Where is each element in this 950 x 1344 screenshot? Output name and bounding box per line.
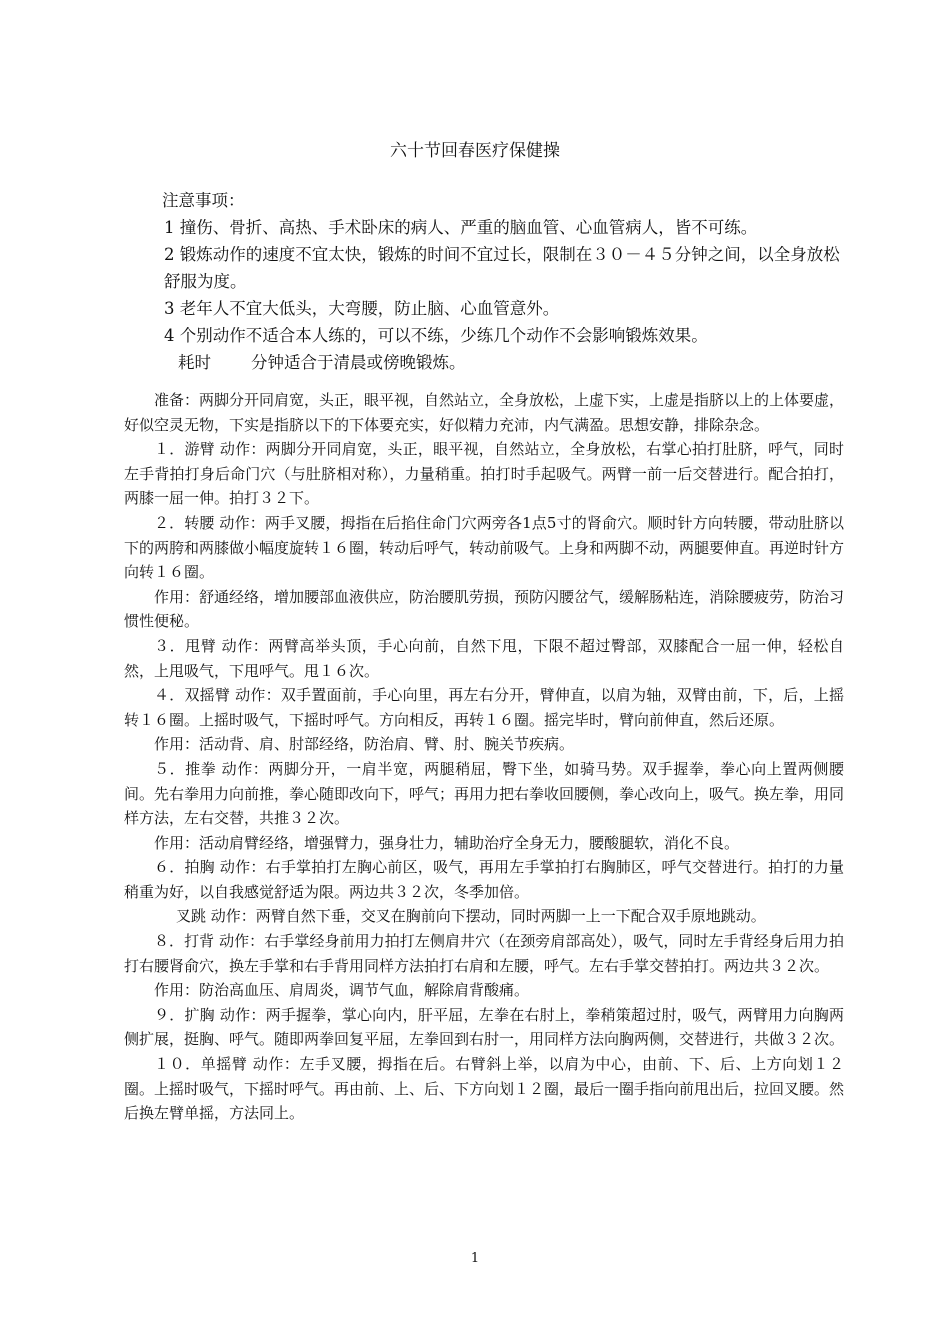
paragraph-exercise-2: ２．转腰 动作：两手叉腰，拇指在后掐住命门穴两旁各1点5寸的肾俞穴。顺时针方向转腰，带动肚脐以下的两胯和两膝做小幅度旋转１６圈，转动后呼气，转动前吸气。上身和两脚不动，两腿要伸直。再逆时针方向转１６圈。 [124, 513, 845, 582]
notes-time-label: 耗时 [178, 353, 211, 372]
paragraph-exercise-5: ５．推拳 动作：两脚分开，一肩半宽，两腿稍屈，臀下坐，如骑马势。双手握拳，拳心向上置两侧腰间。先右拳用力向前推，拳心随即改向下，呼气；再用力把右拳收回腰侧，拳心改向上，吸气。换左拳，用同样方法，左右交替，共推３２次。 [124, 759, 845, 828]
notes-time-text: 分钟适合于清晨或傍晚锻炼。 [251, 353, 466, 372]
paragraph-effect: 作用：活动肩臂经络，增强臂力，强身壮力，辅助治疗全身无力，腰酸腿软，消化不良。 [154, 833, 740, 852]
document-title: 六十节回春医疗保健操 [390, 141, 560, 161]
notes-section [124, 187, 844, 376]
exercise-body [124, 388, 844, 1126]
paragraph-exercise-8: ８．打背 动作：右手掌经身前用力拍打左侧肩井穴（在颈旁肩部高处），吸气，同时左手背经身后用力拍打右腰肾俞穴，换左手掌和右手背用同样方法拍打右肩和左腰，呼气。左右手掌交替拍打。两边共３２次。 [124, 932, 844, 975]
notes-heading: 注意事项： [162, 191, 245, 210]
paragraph-effect: 作用：舒通经络，增加腰部血液供应，防治腰肌劳损，预防闪腰岔气，缓解肠粘连，消除腰疲劳，防治习惯性便秘。 [124, 587, 845, 631]
notes-item: 3 老年人不宜大低头，大弯腰，防止脑、心血管意外。 [164, 299, 560, 318]
page-number: 1 [470, 1251, 480, 1266]
paragraph-exercise-10: １０．单摇臂 动作：左手叉腰，拇指在后。右臂斜上举，以肩为中心，由前、下、后、上方向划１２圈。上摇时吸气，下摇时呼气。再由前、上、后、下方向划１２圈，最后一圈手指向前甩出后，拉回叉腰。然后换左臂单摇，方法同上。 [124, 1055, 845, 1123]
paragraph-preparation: 准备：两脚分开同肩宽，头正，眼平视，自然站立，全身放松，上虚下实，上虚是指脐以上的上体要虚，好似空灵无物，下实是指脐以下的下体要充实，好似精力充沛，内气满盈。思想安静，排除杂念。 [124, 391, 845, 434]
notes-item: 4 个别动作不适合本人练的，可以不练，少练几个动作不会影响锻炼效果。 [164, 326, 708, 345]
notes-item: 2 锻炼动作的速度不宜太快，锻炼的时间不宜过长，限制在３０－４５分钟之间，以全身放松舒服为度。 [164, 245, 840, 291]
paragraph-exercise-3: ３．甩臂 动作：两臂高举头顶，手心向前，自然下甩，下限不超过臀部，双膝配合一屈一伸，轻松自然，上甩吸气，下甩呼气。甩１６次。 [124, 636, 844, 680]
paragraph-exercise-1: １．游臂 动作：两脚分开同肩宽，头正，眼平视，自然站立，全身放松，右掌心拍打肚脐，呼气，同时左手背拍打身后命门穴（与肚脐相对称），力量稍重。拍打时手起吸气。两臂一前一后交替进行。配合拍打，两膝一屈一伸。拍打３２下。 [124, 440, 844, 508]
paragraph-exercise-6: ６．拍胸 动作：右手掌拍打左胸心前区，吸气，再用左手掌拍打右胸肺区，呼气交替进行。拍打的力量稍重为好，以自我感觉舒适为限。两边共３２次，冬季加倍。 [124, 858, 844, 901]
notes-time-line [124, 349, 844, 376]
paragraph-exercise-4: ４．双摇臂 动作：双手置面前，手心向里，再左右分开，臂伸直，以肩为轴，双臂由前，下，后，上摇转１６圈。上摇时吸气，下摇时呼气。方向相反，再转１６圈。摇完毕时，臂向前伸直，然后还原。 [124, 686, 844, 729]
paragraph-effect: 作用：防治高血压、肩周炎，调节气血，解除肩背酸痛。 [154, 981, 530, 1000]
paragraph-effect: 作用：活动背、肩、肘部经络，防治肩、臂、肘、腕关节疾病。 [154, 735, 575, 754]
paragraph-exercise-9: ９．扩胸 动作：两手握拳，掌心向内，肝平屈，左拳在右肘上，拳稍策超过肘，吸气，两臂用力向胸两侧扩展，挺胸、呼气。随即两拳回复平屈，左拳回到右肘一，用同样方法向胸两侧，交替进行，共做３２次。 [124, 1005, 845, 1049]
notes-item: 1 撞伤、骨折、高热、手术卧床的病人、严重的脑血管、心血管病人，皆不可练。 [164, 218, 758, 237]
paragraph-exercise-7: 叉跳 动作：两臂自然下垂，交叉在胸前向下摆动，同时两脚一上一下配合双手原地跳动。 [176, 907, 766, 926]
